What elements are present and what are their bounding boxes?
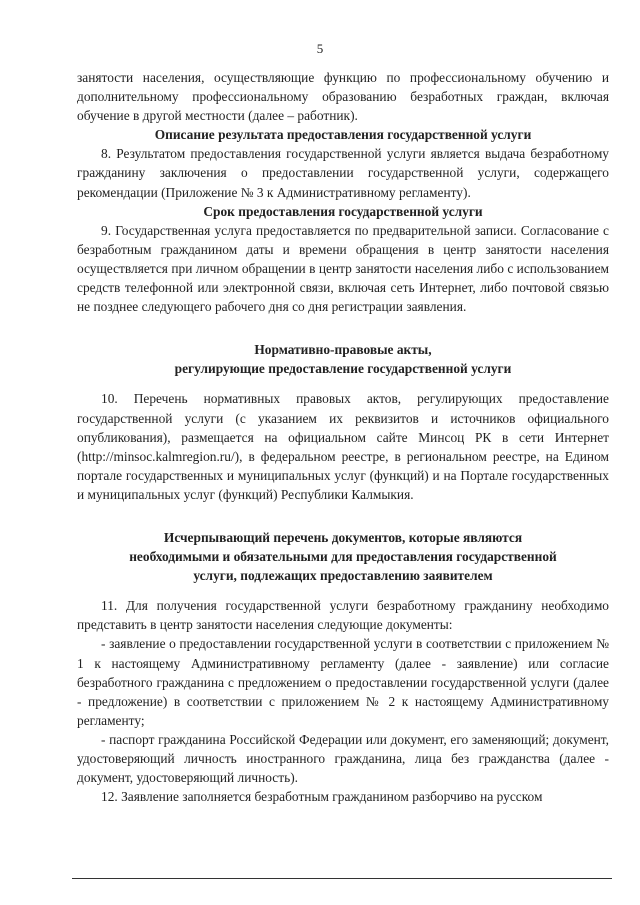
list-item-application: - заявление о предоставлении государственной услуги в соответствии с приложением № 1 к настоящему Административному регламенту (далее - заявление) или согласие безработного гражданина с предложением о предоставлении государственной услуги (далее - предложение) в соответствии с приложением № 2 к настоящему Административному регламенту; [77, 636, 609, 728]
bottom-divider [72, 878, 612, 879]
page-number: 5 [316, 41, 324, 56]
paragraph-8: 8. Результатом предоставления государственной услуги является выдача безработному гражданину заключения о предоставлении государственной услуги, содержащего рекомендации (Приложение № 3 к Административному регламенту). [77, 146, 609, 200]
list-item-passport: - паспорт гражданина Российской Федерации или документ, его заменяющий; документ, удостоверяющий личность иностранного гражданина, лица без гражданства (далее - документ, удостоверяющий личность). [77, 731, 609, 786]
paragraph-9: 9. Государственная услуга предоставляется по предварительной записи. Согласование с безработным гражданином даты и времени обращения в центр занятости населения осуществляется при личном обращении в центр занятости населения либо с использованием средств телефонной или электронной связи, включая сеть Интернет, либо почтовой связью не позднее следующего рабочего дня со дня регистрации заявления. [77, 222, 609, 315]
intro-paragraph: занятости населения, осуществляющие функцию по профессиональному обучению и дополнительному профессиональному образованию безработных граждан, включая обучение в другой местности (далее – работник). [77, 70, 609, 124]
heading-acts-line-2: регулирующие предоставление государственной услуги [174, 361, 512, 377]
heading-result: Описание результата предоставления государственной услуги [154, 127, 532, 143]
paragraph-12: 12. Заявление заполняется безработным гражданином разборчиво на русском [101, 789, 543, 805]
heading-documents-line-3: услуги, подлежащих предоставлению заявителем [193, 568, 493, 584]
heading-term: Срок предоставления государственной услуги [203, 203, 483, 219]
paragraph-10: 10. Перечень нормативных правовых актов, регулирующих предоставление государственной услуги (с указанием их реквизитов и источников официального опубликования), размещается на официальном сайте Минсоц РК в сети Интернет (http://minsoc.kalmregion.ru/), в федеральном реестре, в региональном реестре, на Едином портале государственных и муниципальных услуг (функций) и на Портале государственных и муниципальных услуг (функций) Республики Калмыкия. [77, 391, 609, 502]
heading-documents [77, 528, 609, 585]
paragraph-11: 11. Для получения государственной услуги безработному гражданину необходимо представить в центр занятости населения следующие документы: [77, 598, 609, 633]
heading-documents-line-2: необходимыми и обязательными для предоставления государственной [129, 549, 557, 565]
page-content [77, 68, 609, 806]
heading-acts [77, 340, 609, 378]
heading-acts-line-1: Нормативно-правовые акты, [254, 342, 432, 358]
heading-documents-line-1: Исчерпывающий перечень документов, которые являются [163, 529, 523, 545]
